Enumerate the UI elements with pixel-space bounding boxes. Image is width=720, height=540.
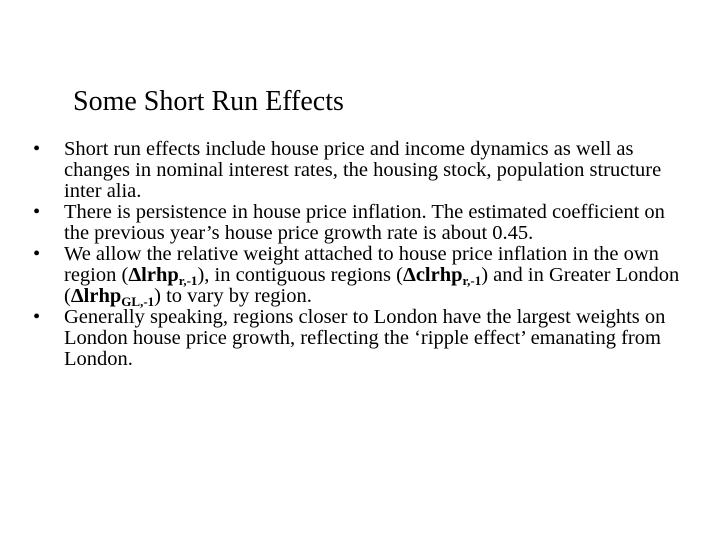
bullet-text: Short run effects include house price and income dynamics as well as changes in nominal interest rates, the housing stock, population structure inter alia. [64,138,662,202]
bullet-text: Generally speaking, regions closer to London have the largest weights on London house price growth, reflecting the ‘ripple effect’ emanating from London. [64,306,666,370]
bullet-marker: • [33,243,41,265]
bullet-item [33,139,693,202]
variable-subscript: GL,-1 [121,294,155,309]
bullet-text: There is persistence in house price inflation. The estimated coefficient on the previous year’s house price growth rate is about 0.45. [64,201,665,244]
bullet-item [33,202,693,244]
bullet-list [33,139,693,370]
bullet-item [33,307,693,370]
bullet-text-part: ) and in Greater London ( [64,264,680,307]
bullet-text-part: ) to vary by region. [154,285,312,307]
bullet-marker: • [33,201,41,223]
bullet-marker: • [33,306,41,328]
bullet-item [33,244,693,307]
variable-contiguous-regions: Δclrhp [402,264,463,286]
bullet-text-part: We allow the relative weight attached to house price inflation in the own region ( [64,243,659,286]
variable-own-region: Δlrhp [128,264,179,286]
variable-subscript: r,-1 [462,273,482,288]
variable-greater-london: Δlrhp [70,285,122,307]
variable-subscript: r,-1 [178,273,198,288]
bullet-text-part: ), in contiguous regions ( [197,264,403,286]
slide-title: Some Short Run Effects [73,86,344,117]
bullet-marker: • [33,138,41,160]
